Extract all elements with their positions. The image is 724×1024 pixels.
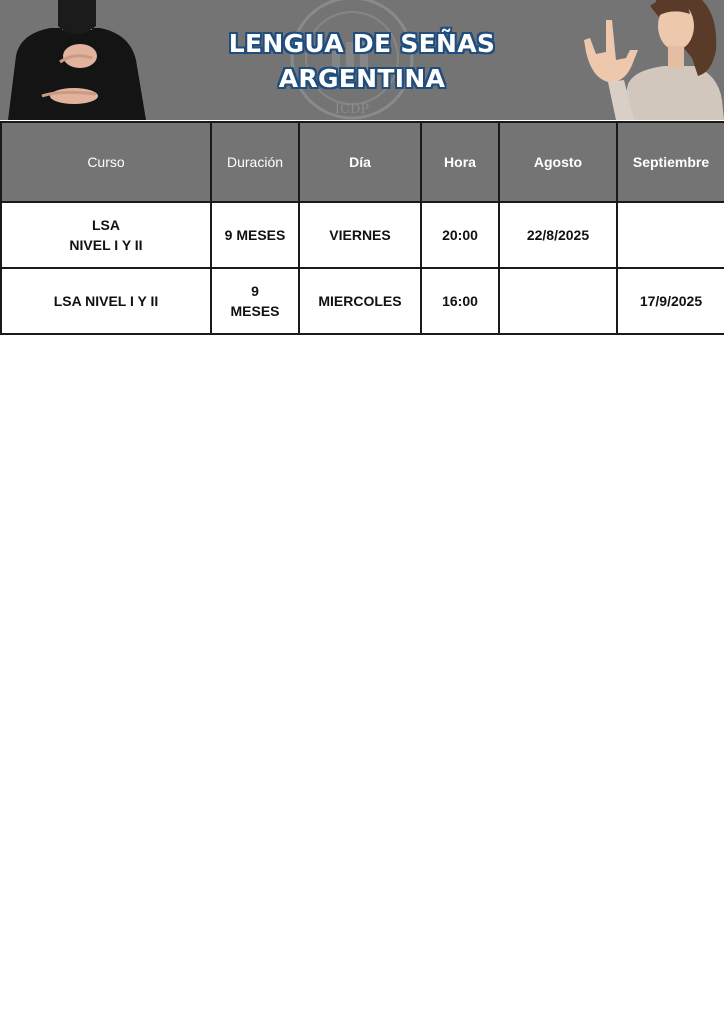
cell-hora: 16:00 — [421, 268, 499, 334]
table-row — [1, 268, 724, 334]
table-row — [1, 202, 724, 268]
title-line-1: LENGUA DE SEÑAS — [228, 29, 496, 58]
column-header-duracion: Duración — [211, 122, 299, 202]
cell-agosto: 22/8/2025 — [499, 202, 617, 268]
title-line-2: ARGENTINA — [278, 64, 446, 93]
page-title — [0, 26, 724, 96]
cell-duracion — [211, 268, 299, 334]
column-header-hora: Hora — [421, 122, 499, 202]
cell-dia: VIERNES — [299, 202, 421, 268]
column-header-dia: Día — [299, 122, 421, 202]
cell-duracion-line2: MESES — [230, 303, 280, 319]
cell-curso — [1, 202, 211, 268]
column-header-curso: Curso — [1, 122, 211, 202]
cell-dia: MIERCOLES — [299, 268, 421, 334]
cell-septiembre: 17/9/2025 — [617, 268, 724, 334]
cell-curso: LSA NIVEL I Y II — [1, 268, 211, 334]
svg-text:ICDP: ICDP — [334, 102, 370, 117]
cell-curso-line1: LSA — [92, 217, 120, 233]
cell-hora: 20:00 — [421, 202, 499, 268]
cell-agosto — [499, 268, 617, 334]
column-header-agosto: Agosto — [499, 122, 617, 202]
header-banner — [0, 0, 724, 120]
cell-duracion-line1: 9 — [251, 283, 259, 299]
cell-curso-line2: NIVEL I Y II — [69, 237, 143, 253]
course-schedule-table — [0, 121, 724, 335]
table-header-row — [1, 122, 724, 202]
cell-duracion: 9 MESES — [211, 202, 299, 268]
cell-septiembre — [617, 202, 724, 268]
column-header-septiembre: Septiembre — [617, 122, 724, 202]
